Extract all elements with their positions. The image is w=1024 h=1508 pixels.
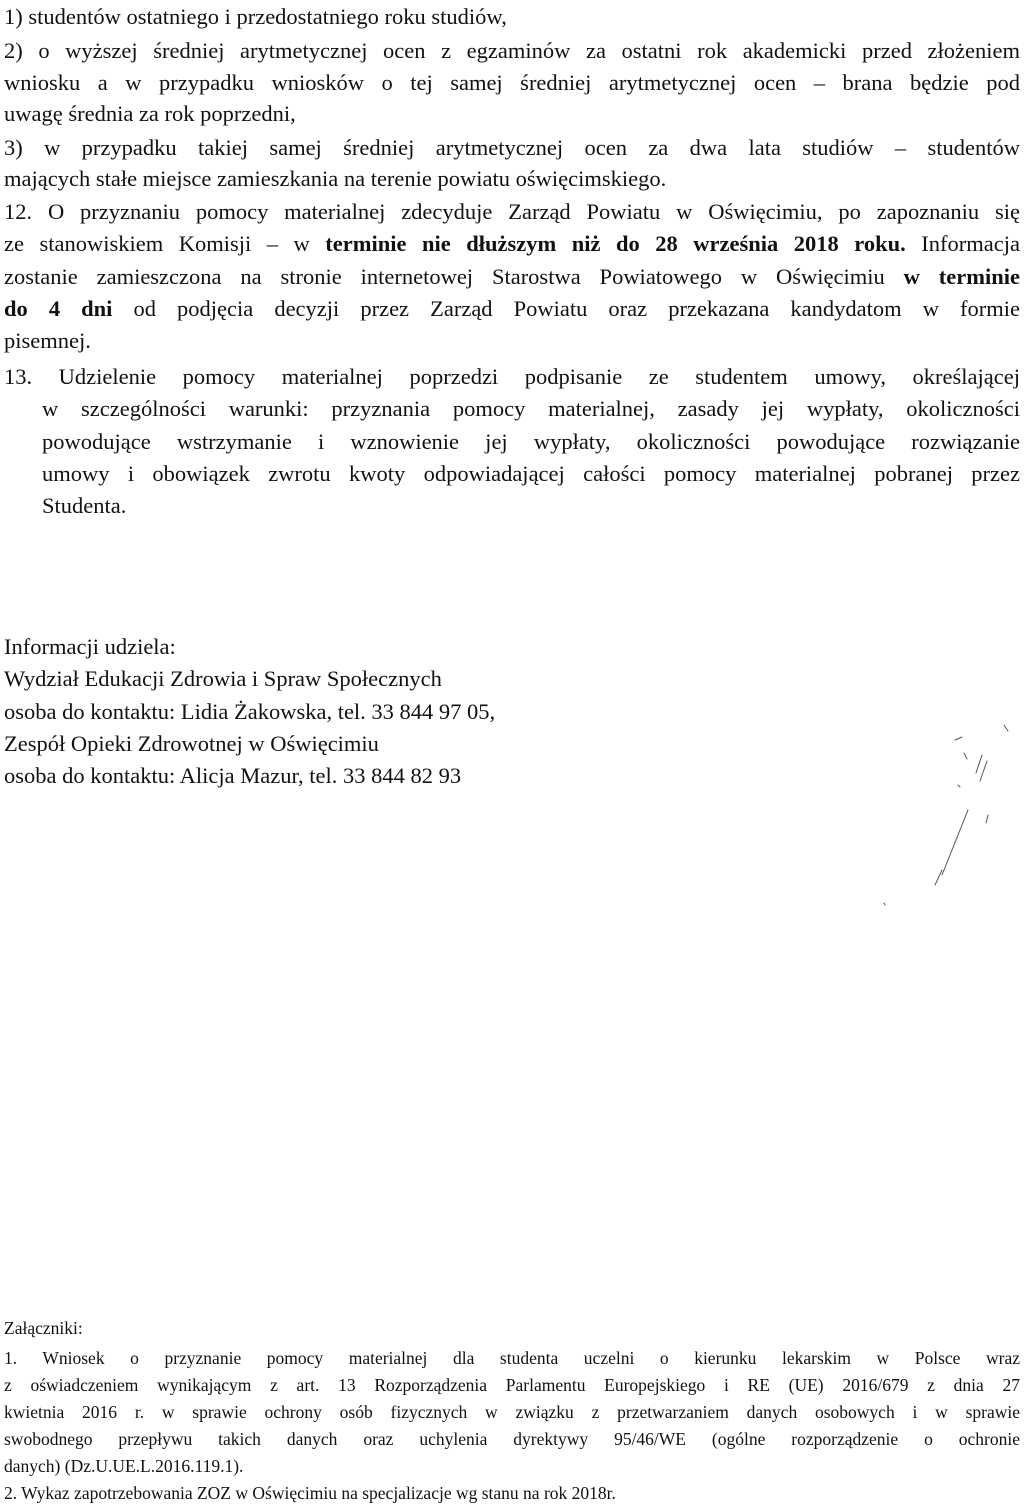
days-emphasis: do 4 dni [4, 296, 113, 321]
section-13-line-3: powodujące wstrzymanie i wznowienie jej wypłaty, okoliczności powodujące rozwiązanie [42, 429, 1020, 454]
section-12-line-2-text-b: Informacja [905, 231, 1020, 256]
section-12-line-2 [4, 229, 1020, 259]
attachments-heading: Załączniki: [4, 1318, 83, 1338]
attachment-1-line-3: kwietnia 2016 r. w sprawie ochrony osób fizycznych w związku z przetwarzaniem danych osobowych i w sprawie [4, 1402, 1020, 1422]
criteria-item-1: 1) studentów ostatniego i przedostatniego roku studiów, [4, 4, 507, 29]
section-13-line-5: Studenta. [42, 493, 127, 518]
contact-department: Wydział Edukacji Zdrowia i Spraw Społecznych [4, 666, 442, 691]
contact-organization-2: Zespół Opieki Zdrowotnej w Oświęcimiu [4, 731, 379, 756]
deadline-emphasis: terminie nie dłuższym niż do 28 września 2018 roku. [325, 231, 906, 256]
attachment-1-line-1: 1. Wniosek o przyznanie pomocy materialnej dla studenta uczelni o kierunku lekarskim w Polsce wraz [4, 1348, 1020, 1368]
attachment-1-line-5: danych) (Dz.U.UE.L.2016.119.1). [4, 1456, 244, 1476]
section-12-line-2-text-a: ze stanowiskiem Komisji – w [4, 231, 326, 256]
attachment-2: 2. Wykaz zapotrzebowania ZOZ w Oświęcimiu na specjalizacje wg stanu na rok 2018r. [4, 1483, 616, 1503]
section-12-line-5: pisemnej. [4, 328, 91, 353]
signature-mark [870, 715, 1024, 915]
section-13-line-4: umowy i obowiązek zwrotu kwoty odpowiadającej całości pomocy materialnej pobranej przez [42, 461, 1020, 486]
section-12-line-3 [4, 262, 1020, 292]
criteria-item-2-line-1: 2) o wyższej średniej arytmetycznej ocen z egzaminów za ostatni rok akademicki przed złożeniem [4, 38, 1020, 63]
criteria-item-2-line-3: uwagę średnia za rok poprzedni, [4, 101, 296, 126]
section-13-line-2: w szczególności warunki: przyznania pomocy materialnej, zasady jej wypłaty, okoliczności [42, 396, 1020, 421]
contact-person-2: osoba do kontaktu: Alicja Mazur, tel. 33 844 82 93 [4, 763, 462, 788]
section-13-line-1: 13. Udzielenie pomocy materialnej poprzedzi podpisanie ze studentem umowy, określającej [4, 364, 1020, 389]
criteria-item-3-line-2: mających stałe miejsce zamieszkania na terenie powiatu oświęcimskiego. [4, 166, 667, 191]
criteria-item-2-line-2: wniosku a w przypadku wniosków o tej samej średniej arytmetycznej ocen – brana będzie pod [4, 70, 1020, 95]
contact-heading: Informacji udziela: [4, 634, 176, 659]
section-12-line-4-text-b: od podjęcia decyzji przez Zarząd Powiatu oraz przekazana kandydatom w formie [112, 296, 1020, 321]
term-emphasis: w terminie [903, 264, 1020, 289]
contact-person-1: osoba do kontaktu: Lidia Żakowska, tel. 33 844 97 05, [4, 699, 496, 724]
section-12-line-4 [4, 294, 1020, 324]
criteria-item-3-line-1: 3) w przypadku takiej samej średniej arytmetycznej ocen za dwa lata studiów – studentów [4, 135, 1020, 160]
section-12-line-3-text-a: zostanie zamieszczona na stronie internetowej Starostwa Powiatowego w Oświęcimiu [4, 264, 904, 289]
attachment-1-line-2: z oświadczeniem wynikającym z art. 13 Rozporządzenia Parlamentu Europejskiego i RE (UE) 2016/679 z dnia 27 [4, 1375, 1020, 1395]
attachment-1-line-4: swobodnego przepływu takich danych oraz uchylenia dyrektywy 95/46/WE (ogólne rozporządzenie o ochronie [4, 1429, 1020, 1449]
section-12-line-1: 12. O przyznaniu pomocy materialnej zdecyduje Zarząd Powiatu w Oświęcimiu, po zapoznaniu się [4, 199, 1020, 224]
